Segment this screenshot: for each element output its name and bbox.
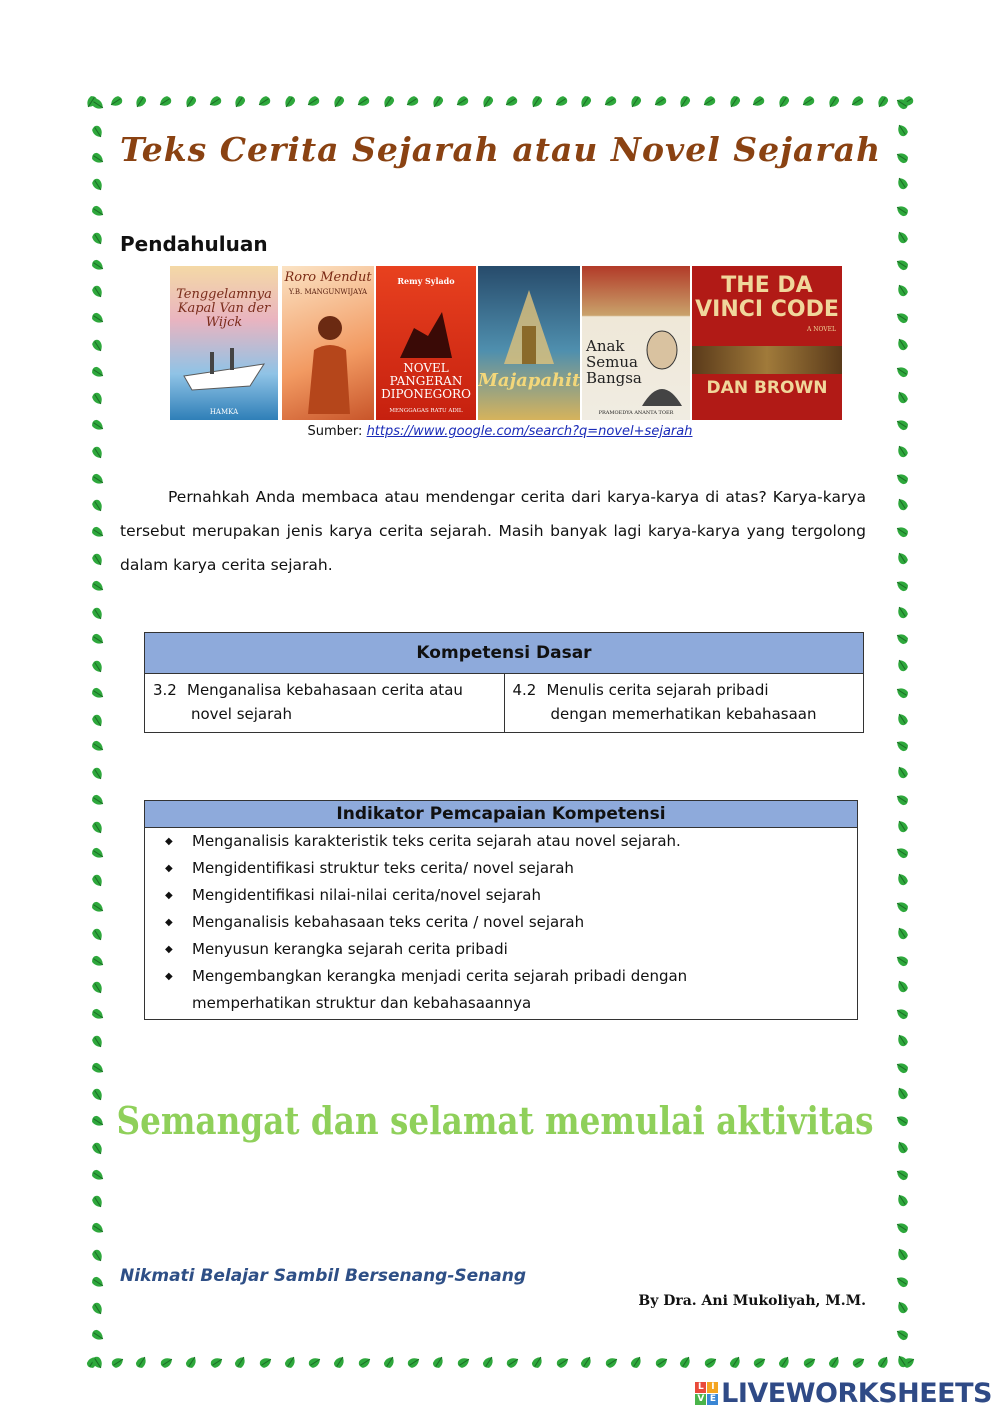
leaf-icon xyxy=(89,845,105,861)
leaf-icon xyxy=(895,765,911,781)
leaf-icon xyxy=(133,1355,149,1371)
leaf-icon xyxy=(89,578,105,594)
border-left xyxy=(84,96,110,1370)
ship-icon xyxy=(180,346,268,396)
leaf-icon xyxy=(895,685,911,701)
leaf-icon xyxy=(653,93,669,109)
leaf-icon xyxy=(895,631,911,647)
leaf-icon xyxy=(895,578,911,594)
leaf-icon xyxy=(603,1355,619,1371)
list-item: ◆ Mengidentifikasi struktur teks cerita/ novel sejarah xyxy=(145,855,857,882)
leaf-icon xyxy=(89,1060,105,1076)
leaf-icon xyxy=(751,1355,767,1371)
leaf-icon xyxy=(850,1355,866,1371)
leaf-icon xyxy=(89,364,105,380)
leaf-icon xyxy=(776,93,792,109)
leaf-icon xyxy=(183,93,199,109)
leaf-icon xyxy=(89,96,105,112)
leaf-icon xyxy=(677,1355,693,1371)
leaf-icon xyxy=(727,93,743,109)
leaf-icon xyxy=(895,1033,911,1049)
leaf-icon xyxy=(306,93,322,109)
leaf-icon xyxy=(895,364,911,380)
leaf-icon xyxy=(504,1355,520,1371)
leaf-icon xyxy=(89,819,105,835)
leaf-icon xyxy=(89,310,105,326)
leaf-icon xyxy=(282,93,298,109)
leaf-icon xyxy=(895,123,911,139)
leaf-icon xyxy=(282,1355,298,1371)
leaf-icon xyxy=(89,524,105,540)
leaf-icon xyxy=(455,1355,471,1371)
list-item: ◆ Mengembangkan kerangka menjadi cerita sejarah pribadi dengan memperhatikan struktur dan kebahasaannya xyxy=(145,963,857,1017)
leaf-icon xyxy=(331,93,347,109)
indikator-box xyxy=(144,800,858,1020)
leaf-icon xyxy=(895,658,911,674)
leaf-icon xyxy=(727,1355,743,1371)
diamond-bullet-icon: ◆ xyxy=(165,944,173,955)
leaf-icon xyxy=(89,979,105,995)
leaf-icon xyxy=(89,738,105,754)
leaf-icon xyxy=(89,685,105,701)
leaf-icon xyxy=(826,93,842,109)
leaf-icon xyxy=(356,1355,372,1371)
source-label: Sumber: xyxy=(307,424,363,439)
leaf-icon xyxy=(895,551,911,567)
leaf-icon xyxy=(133,93,149,109)
leaf-icon xyxy=(895,96,911,112)
list-item: ◆ Menganalisis kebahasaan teks cerita / novel sejarah xyxy=(145,909,857,936)
kompetensi-dasar-table xyxy=(144,632,864,733)
leaf-icon xyxy=(895,1300,911,1316)
leaf-icon xyxy=(895,150,911,166)
intro-heading: Pendahuluan xyxy=(120,232,268,256)
diamond-bullet-icon: ◆ xyxy=(165,863,173,874)
leaf-icon xyxy=(89,1327,105,1343)
cover-title: Tenggelamnya Kapal Van der Wijck xyxy=(176,287,272,330)
kd-number: 3.2 xyxy=(153,681,177,699)
leaf-icon xyxy=(895,524,911,540)
leaf-icon xyxy=(89,150,105,166)
list-item: ◆ Menganalisis karakteristik teks cerita sejarah atau novel sejarah. xyxy=(145,828,857,855)
leaf-icon xyxy=(405,93,421,109)
leaf-icon xyxy=(895,1006,911,1022)
leaf-icon xyxy=(89,471,105,487)
page-title: Teks Cerita Sejarah atau Novel Sejarah xyxy=(120,130,882,169)
leaf-icon xyxy=(895,1327,911,1343)
kd-item xyxy=(504,674,864,733)
portrait-illustration xyxy=(638,324,686,406)
leaf-icon xyxy=(232,93,248,109)
leaf-icon xyxy=(529,1355,545,1371)
leaf-icon xyxy=(89,765,105,781)
list-item: ◆ Menyusun kerangka sejarah cerita pribadi xyxy=(145,936,857,963)
leaf-icon xyxy=(306,1355,322,1371)
leaf-icon xyxy=(895,283,911,299)
leaf-icon xyxy=(480,93,496,109)
leaf-icon xyxy=(529,93,545,109)
image-source xyxy=(0,424,1000,439)
leaf-icon xyxy=(89,1006,105,1022)
leaf-icon xyxy=(554,93,570,109)
leaf-icon xyxy=(895,979,911,995)
cover-author: Remy Sylado xyxy=(397,276,455,286)
leaf-icon xyxy=(89,1247,105,1263)
leaf-icon xyxy=(875,93,891,109)
leaf-icon xyxy=(89,1167,105,1183)
leaf-icon xyxy=(801,1355,817,1371)
leaf-icon xyxy=(895,1274,911,1290)
leaf-icon xyxy=(895,337,911,353)
cover-title: Majapahit xyxy=(478,370,580,391)
leaf-icon xyxy=(89,497,105,513)
leaf-icon xyxy=(381,1355,397,1371)
leaf-icon xyxy=(895,1167,911,1183)
indikator-header: Indikator Pemcapaian Kompetensi xyxy=(145,801,857,828)
leaf-icon xyxy=(895,1193,911,1209)
leaf-icon xyxy=(603,93,619,109)
leaf-icon xyxy=(895,1247,911,1263)
leaf-icon xyxy=(89,1033,105,1049)
leaf-icon xyxy=(89,123,105,139)
leaf-icon xyxy=(89,1300,105,1316)
leaf-icon xyxy=(895,953,911,969)
cover-title: THE DA VINCI CODE xyxy=(695,273,839,322)
cover-van-der-wijck xyxy=(170,266,278,420)
cover-author: Y.B. MANGUNWIJAYA xyxy=(288,288,368,296)
leaf-icon xyxy=(381,93,397,109)
leaf-icon xyxy=(89,337,105,353)
kompetensi-dasar-header: Kompetensi Dasar xyxy=(145,633,864,674)
leaf-icon xyxy=(776,1355,792,1371)
diamond-bullet-icon: ◆ xyxy=(165,971,173,982)
leaf-icon xyxy=(331,1355,347,1371)
leaf-icon xyxy=(89,1193,105,1209)
motto-text: Semangat dan selamat memulai aktivitas xyxy=(116,1098,874,1143)
leaf-icon xyxy=(895,257,911,273)
cover-subtitle: A NOVEL xyxy=(806,326,836,333)
leaf-icon xyxy=(895,712,911,728)
leaf-icon xyxy=(895,792,911,808)
kd-item xyxy=(145,674,505,733)
leaf-icon xyxy=(89,203,105,219)
leaf-icon xyxy=(751,93,767,109)
leaf-icon xyxy=(109,93,125,109)
mona-lisa-eyes xyxy=(692,346,842,374)
leaf-icon xyxy=(578,1355,594,1371)
border-right xyxy=(890,96,916,1370)
leaf-icon xyxy=(895,872,911,888)
leaf-icon xyxy=(356,93,372,109)
leaf-icon xyxy=(895,845,911,861)
leaf-icon xyxy=(895,497,911,513)
leaf-icon xyxy=(89,444,105,460)
leaf-icon xyxy=(405,1355,421,1371)
leaf-icon xyxy=(895,230,911,246)
leaf-icon xyxy=(702,93,718,109)
live-badge-icon: L I V E xyxy=(695,1382,718,1405)
leaf-icon xyxy=(578,93,594,109)
list-item: ◆ Mengidentifikasi nilai-nilai cerita/novel sejarah xyxy=(145,882,857,909)
horseman-illustration xyxy=(394,302,458,362)
leaf-icon xyxy=(875,1355,891,1371)
diamond-bullet-icon: ◆ xyxy=(165,836,173,847)
diamond-bullet-icon: ◆ xyxy=(165,917,173,928)
cover-title: Anak Semua Bangsa xyxy=(586,337,642,387)
border-top xyxy=(84,88,916,114)
leaf-icon xyxy=(895,310,911,326)
leaf-icon xyxy=(89,390,105,406)
leaf-icon xyxy=(89,1220,105,1236)
leaf-icon xyxy=(89,712,105,728)
leaf-icon xyxy=(455,93,471,109)
cover-anak-semua-bangsa xyxy=(582,266,690,420)
leaf-icon xyxy=(895,444,911,460)
leaf-icon xyxy=(89,953,105,969)
leaf-icon xyxy=(158,93,174,109)
leaf-icon xyxy=(89,283,105,299)
author-credit: By Dra. Ani Mukoliyah, M.M. xyxy=(638,1293,866,1309)
leaf-icon xyxy=(158,1355,174,1371)
intro-paragraph: Pernahkah Anda membaca atau mendengar cerita dari karya-karya di atas? Karya-karya tersebut merupakan jenis karya cerita sejarah. Masih banyak lagi karya-karya yang tergolong dalam karya cerita sejarah. xyxy=(120,488,866,574)
leaf-icon xyxy=(89,899,105,915)
leaf-icon xyxy=(430,1355,446,1371)
source-link[interactable]: https://www.google.com/search?q=novel+sejarah xyxy=(366,424,693,439)
leaf-icon xyxy=(677,93,693,109)
leaf-icon xyxy=(430,93,446,109)
leaf-icon xyxy=(895,926,911,942)
leaf-icon xyxy=(554,1355,570,1371)
leaf-icon xyxy=(850,93,866,109)
border-bottom xyxy=(84,1350,916,1376)
leaf-icon xyxy=(89,230,105,246)
leaf-icon xyxy=(653,1355,669,1371)
tagline: Nikmati Belajar Sambil Bersenang-Senang xyxy=(120,1266,527,1286)
brand-text: LIVEWORKSHEETS xyxy=(721,1377,992,1409)
leaf-icon xyxy=(89,631,105,647)
leaf-icon xyxy=(895,819,911,835)
leaf-icon xyxy=(89,872,105,888)
leaf-icon xyxy=(257,93,273,109)
leaf-icon xyxy=(480,1355,496,1371)
leaf-icon xyxy=(89,658,105,674)
leaf-icon xyxy=(109,1355,125,1371)
book-covers xyxy=(170,266,842,420)
leaf-icon xyxy=(895,738,911,754)
diamond-bullet-icon: ◆ xyxy=(165,890,173,901)
leaf-icon xyxy=(89,1274,105,1290)
leaf-icon xyxy=(895,176,911,192)
kd-text-continued: dengan memerhatikan kebahasaan xyxy=(550,705,817,723)
leaf-icon xyxy=(504,93,520,109)
leaf-icon xyxy=(628,93,644,109)
leaf-icon xyxy=(257,1355,273,1371)
cover-author: DAN BROWN xyxy=(706,378,828,398)
leaf-icon xyxy=(89,257,105,273)
cover-subtitle: MENGGAGAS RATU ADIL xyxy=(389,408,463,414)
leaf-icon xyxy=(702,1355,718,1371)
leaf-icon xyxy=(801,93,817,109)
kd-number: 4.2 xyxy=(512,681,537,699)
leaf-icon xyxy=(183,1355,199,1371)
leaf-icon xyxy=(895,1060,911,1076)
kd-text: Menganalisa kebahasaan cerita atau xyxy=(187,681,463,699)
cover-diponegoro xyxy=(376,266,476,420)
cover-roro-mendut xyxy=(282,266,374,420)
cover-majapahit xyxy=(478,266,580,420)
leaf-icon xyxy=(89,551,105,567)
leaf-icon xyxy=(208,1355,224,1371)
leaf-icon xyxy=(89,792,105,808)
cover-title: Roro Mendut xyxy=(284,270,372,285)
cover-author: PRAMOEDYA ANANTA TOER xyxy=(598,410,674,416)
figure-illustration xyxy=(300,310,356,414)
leaf-icon xyxy=(895,1354,911,1370)
kd-text: Menulis cerita sejarah pribadi xyxy=(546,681,769,699)
cover-author: HAMKA xyxy=(209,408,239,416)
leaf-icon xyxy=(895,203,911,219)
leaf-icon xyxy=(895,899,911,915)
indikator-list xyxy=(145,828,857,1017)
leaf-icon xyxy=(895,605,911,621)
kd-text-continued: novel sejarah xyxy=(191,705,292,723)
leaf-icon xyxy=(89,605,105,621)
leaf-icon xyxy=(89,926,105,942)
cover-title: NOVEL PANGERAN DIPONEGORO xyxy=(381,361,471,401)
leaf-icon xyxy=(232,1355,248,1371)
leaf-icon xyxy=(826,1355,842,1371)
temple-illustration xyxy=(494,286,564,366)
cover-da-vinci-code xyxy=(692,266,842,420)
leaf-icon xyxy=(628,1355,644,1371)
leaf-icon xyxy=(895,1220,911,1236)
leaf-icon xyxy=(89,1354,105,1370)
liveworksheets-logo[interactable] xyxy=(695,1378,992,1408)
leaf-icon xyxy=(89,176,105,192)
leaf-icon xyxy=(208,93,224,109)
leaf-icon xyxy=(895,471,911,487)
leaf-icon xyxy=(895,390,911,406)
